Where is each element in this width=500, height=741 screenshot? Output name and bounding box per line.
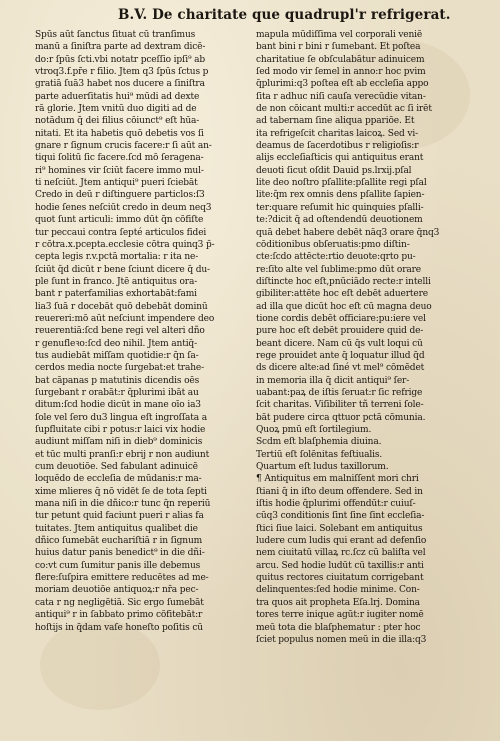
text-line: mapula mūdiſſima vel corporali veniē (256, 30, 423, 40)
text-line: moriam deuotiōe antiquoꝝ:r nr̄a pec- (35, 585, 199, 596)
page-heading: B.V. De charitate que quadrupl'r refrigerat. (118, 7, 451, 23)
text-line: ter:quare reſumit hic quinquies pſalli- (256, 202, 424, 213)
text-line: gnare r ſignum crucis facere:r ſi aūt an- (35, 141, 212, 152)
text-line: te:?dicit q̄ ad oſtendendū deuotionem (256, 215, 423, 226)
text-line: rā glorie. Jtem vnitū duo digiti ad de (35, 104, 197, 115)
text-line: tur petunt quid faciunt pueri r alias fa (35, 511, 204, 522)
text-line: cepta legis r.v.pctā mortalia: r ita ne- (35, 252, 199, 263)
text-line: ſupfluitate cibi r potus:r laici vix hodie (35, 425, 206, 435)
text-line: notādum q̄ dei filius cōiunct⁹ eſt hūa- (35, 116, 200, 127)
text-line: bant bini r bini r ſumebant. Et poſtea (256, 42, 421, 53)
text-line: gibiliter:attēte hoc eſt debēt aduertere (256, 289, 428, 300)
text-line: xime mlieres q̄ nō vidēt ſe de tota ſepti (35, 486, 207, 497)
text-line: charitatiue ſe obſculabātur adinuicem (256, 54, 425, 65)
text-line: mana niſi in die dñico:r tunc q̄n reperiū (35, 499, 211, 510)
text-line: cerdos media nocte ſurgebat:et trahe- (35, 363, 205, 374)
text-line: lia3 ſuā r docebāt quō debebāt dominū (35, 301, 208, 312)
text-line: lite:q̄m rex omnis dens pſallite ſapien- (256, 190, 425, 201)
text-line: ri⁹ homines vir ſciūt facere immo mul- (35, 165, 204, 176)
text-line: ſtiani q̄ in iſto deum offendere. Sed in (256, 486, 423, 497)
text-line: beant dicere. Nam cū q̄s vult loqui cū (256, 338, 423, 349)
left-text-column (35, 29, 247, 634)
text-line: tione cordis debēt officiare:pu:iere vel (256, 313, 426, 324)
text-line: cte:ſcdo attēcte:rtio deuote:qrto pu- (256, 252, 416, 263)
text-line: tur peccaui contra ſepté articulos fidei (35, 227, 207, 238)
text-line: antiqui⁹ r in ſabbato primo cōfitebāt:r (35, 610, 203, 621)
text-line: cata r ng negligētiā. Sic ergo ſumebāt (35, 597, 204, 608)
text-line: flere:ſuſpira emittere reducētes ad me- (35, 573, 209, 584)
text-line: re:ſi̅to alte vel ſublime:pmo dūt orare (256, 264, 422, 275)
text-line: Quartum eſt ludus taxillorum. (256, 462, 389, 473)
text-line: pure hoc eſt debēt prouidere quid de- (256, 326, 424, 337)
text-line: reuerentiā:ſcd bene regi vel alteri dño (35, 326, 205, 337)
text-line: reuereri:mō aūt neſciunt impendere deo (35, 313, 215, 324)
text-line: dñico ſumebāt euchariſtiā r in ſignum (35, 536, 203, 547)
text-line: parte aduerſitatis hui⁹ mūdi ad dexte (35, 91, 200, 102)
text-line: ditum:ſcd hodie dicūt in mane oīo ia3 (35, 400, 201, 411)
text-line: Scd̄m eſt blaſphemia diuina. (256, 437, 382, 448)
text-line: Quoꝝ pmū eſt ſortilegium. (256, 425, 372, 435)
text-line: diſtincte hoc eſt,pnūciādo recte:r intelli (256, 276, 431, 287)
text-line: do:r ſpūs ſcti.vbi notatr pceſſio ipſi⁹ ab (35, 54, 206, 65)
text-line: quā debet habere debēt nāq3 orare q̄nq3 (256, 227, 440, 238)
text-line: q̄plurimi:q3 poſtea eſt ab eccleſia appo (256, 79, 429, 90)
text-line: cum deuotiōe. Sed fabulant adinuicē (35, 462, 198, 473)
text-line: tores terre inique agūt:r iugiter nomē (256, 610, 424, 621)
text-line: cūq3 conditionis ſint ſine ſint eccleſia- (256, 511, 425, 522)
text-line: ple ſunt in franco. Jtē antiquitus ora- (35, 276, 198, 287)
text-line: r cōtra.x.pcepta.ecclesie cōtra quinq3 p̄- (35, 239, 215, 250)
text-line: tuitates. Jtem antiquitus qualibet die (35, 523, 198, 534)
text-line: Credo in deū r diſtinguere particlos:ſ3 (35, 190, 205, 201)
text-line: deamus de ſacerdotibus r religioſis:r (256, 141, 419, 152)
text-line: ludere cum ludis qui erant ad defenſio (256, 536, 427, 547)
text-line: quitus rectores ciuitatum corrigebant (256, 573, 424, 584)
text-line: quot ſunt articuli: immo dūt q̄n cōfiſt̄e (35, 215, 204, 226)
text-line: arcu. Sed hodie ludūt cū taxillis:r anti (256, 560, 424, 571)
text-line: vtroq3.f.pr̄e r filio. Jtem q3 ſpūs ſctus p (35, 67, 209, 78)
text-line: ſed modo vir ſemel in anno:r hoc pvim (256, 67, 426, 78)
text-line: hoſtijs in q̄dam vaſe honeſto poſitis cū (35, 622, 203, 633)
text-line: hodie ſenes neſciūt credo in deum neq3 (35, 202, 212, 213)
text-line: cōditionibus obſeruatis:pmo diſtin- (256, 239, 410, 250)
text-line: ti neſciūt. Jtem antiqui⁹ pueri ſciebāt (35, 178, 198, 189)
text-line: ds dicere alte:ad ſiné vt mel⁹ cōmēdet (256, 363, 425, 374)
text-line: bant r paterfamilias exhortabāt:fami (35, 289, 197, 300)
text-line: ſciet populus nomen meū in die illa:q3 (256, 634, 427, 645)
text-line: co:vt cum ſumitur panis ille debemus (35, 560, 201, 571)
text-line: ſita r adhuc niſi cauſa verecūdie vitan- (256, 91, 426, 102)
text-line: tiqui ſolitū ſic facere.ſcd mō ſeragena- (35, 153, 204, 164)
text-line: iſtis hodie q̄plurimi offendūt:r cuiuſ- (256, 499, 416, 510)
right-text-column (256, 29, 468, 646)
text-line: huius datur panis benedict⁹ in die dñi- (35, 548, 205, 559)
text-line: delinquentes:ſed hodie minime. Con- (256, 585, 420, 596)
text-line: lite deo noſtro pſallite:pſallite regi pſal (256, 178, 427, 189)
text-line: bat cāpanas p matutinis dicendis oēs (35, 375, 200, 386)
text-line: ſtici ſiue laici. Solebant em antiquitus (256, 523, 423, 534)
text-line: ad illa que dicūt hoc eſt cū magna deuo (256, 301, 432, 312)
text-line: ſurgebant r orabāt:r q̄plurimi ibāt au (35, 387, 199, 398)
text-line: rege prouidet ante q̄ loquatur illud q̄d (256, 350, 425, 361)
text-line: ſcit charitas. Viſibiliter tñ terreni ſole- (256, 400, 424, 411)
text-line: audiunt miſſam niſi in dieb⁹ dominicis (35, 437, 203, 448)
text-line: nitati. Et ita habetis quō debetis vos ſi (35, 128, 204, 139)
text-line: de non cōicant multi:r accedūt ac ſi irēt (256, 104, 432, 115)
text-line: Tertiū eſt ſolēnitas feſtiualis. (256, 449, 383, 460)
text-line: ad tabernam ſine aliqua ppariōe. Et (256, 116, 415, 127)
text-line: uabant:paꝝ de iſtis ſeruat:r ſic refrige (256, 387, 423, 398)
text-line: Spūs aūt ſanctus ſituat cū tranſimus (35, 30, 196, 40)
text-line: bāt pudere circa qttuor pctā cōmunia. (256, 412, 426, 423)
text-line: gratiā ſuā3 habet nos ducere a ſiniſtra (35, 79, 205, 90)
text-line: ſciūt q̄d dicūt r bene ſciunt dicere q̄ du- (35, 264, 210, 275)
text-line: loquēdo de eccleſia de mūdanis:r ma- (35, 474, 202, 485)
text-line: alijs eccleſiaſticis qui antiquitus erant (256, 153, 424, 164)
text-line: ſole vel ſero du3 lingua eſt ingroſſata a (35, 412, 207, 423)
text-line: deuoti ſicut oſdit Dauid ps.lrxij.pſal (256, 165, 412, 176)
text-line: nem ciuitatū villaꝝ rc.ſcz cū baliſta vel (256, 548, 426, 559)
text-line: ¶ Antiquitus em malniſſent mori chri (256, 474, 419, 485)
text-line: tus audiebāt miſſam quotidie:r q̄n ſa- (35, 350, 199, 361)
text-line: tra quos ait propheta Eſa.lrj. Domina (256, 597, 420, 608)
text-line: et tūc multi pranſi:r ebrij r non audiunt (35, 449, 210, 460)
text-line: r genufleꝛo:ſcd deo nihil. Jtem antiq̄- (35, 338, 197, 349)
text-line: in memoria illa q̄ dicit antiqui⁹ ſer- (256, 375, 410, 386)
text-line: manū a ſiniſtra parte ad dextram dicē- (35, 42, 206, 53)
text-line: ita refrigeſcit charitas laicoꝝ. Sed vi- (256, 128, 419, 139)
text-line: meū tota die blaſphematur : pter hoc (256, 622, 421, 633)
